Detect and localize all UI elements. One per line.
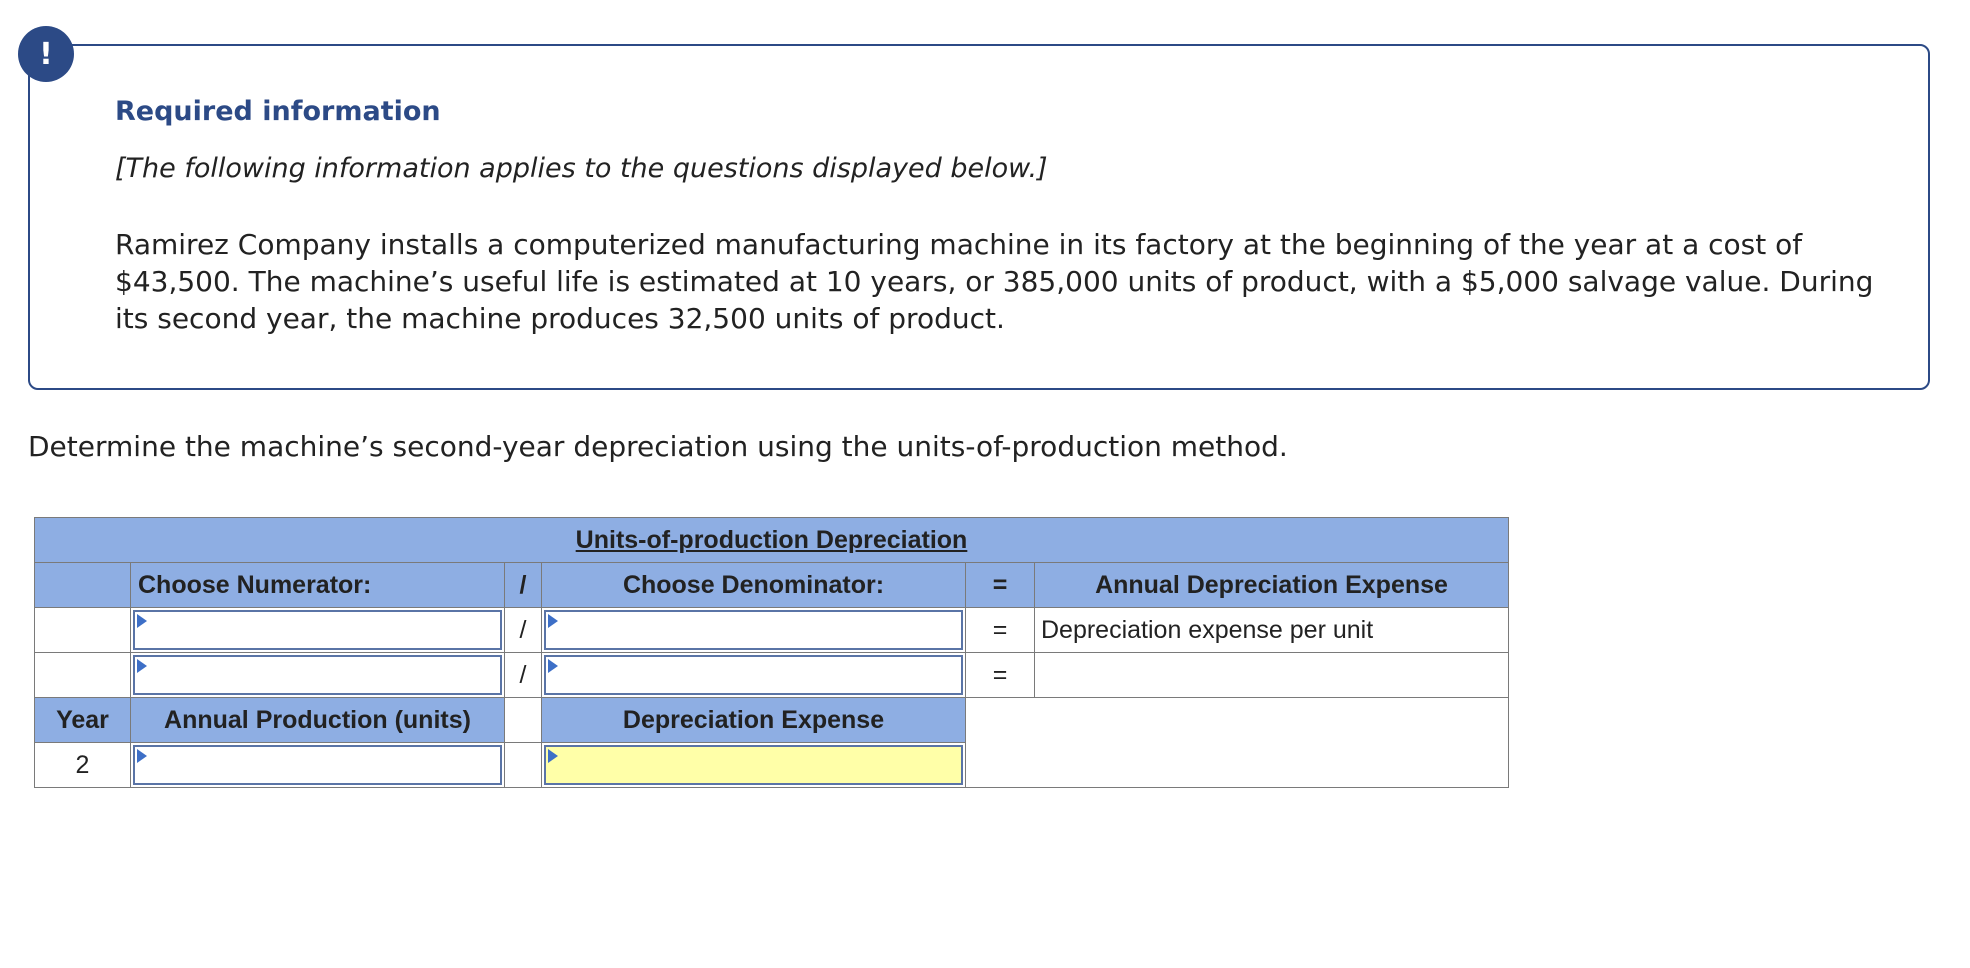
- units-of-production-worksheet: [34, 517, 1509, 788]
- row-label-cell: [35, 653, 131, 698]
- required-information-note: [The following information applies to the questions displayed below.]: [115, 153, 1048, 184]
- divide-header: /: [505, 563, 542, 608]
- equals-header: =: [966, 563, 1035, 608]
- year-value: 2: [35, 743, 131, 788]
- spacer-cell: [505, 743, 542, 788]
- formula-row: [35, 653, 1509, 698]
- dropdown-flag-icon: [548, 659, 558, 673]
- alert-icon: !: [18, 26, 74, 82]
- spacer-cell: [505, 698, 542, 743]
- dropdown-flag-icon: [137, 614, 147, 628]
- annual-production-input-cell: [131, 743, 505, 788]
- required-information-title: Required information: [115, 96, 441, 127]
- numerator-dropdown-cell: [131, 608, 505, 653]
- empty-area: [966, 698, 1509, 788]
- result-value: [1035, 653, 1509, 698]
- denominator-header: Choose Denominator:: [542, 563, 966, 608]
- denominator-dropdown[interactable]: [544, 610, 963, 650]
- question-prompt: Determine the machine’s second-year depreciation using the units-of-production method.: [28, 430, 1288, 463]
- result-label: Depreciation expense per unit: [1035, 608, 1509, 653]
- annual-production-input[interactable]: [133, 745, 502, 785]
- worksheet-title-text: Units-of-production Depreciation: [575, 525, 968, 554]
- row-label-cell: [35, 608, 131, 653]
- denominator-input[interactable]: [544, 655, 963, 695]
- equals-symbol: =: [966, 608, 1035, 653]
- numerator-dropdown[interactable]: [133, 610, 502, 650]
- dropdown-flag-icon: [548, 749, 558, 763]
- problem-statement: Ramirez Company installs a computerized manufacturing machine in its factory at the beginning of the year at a cost of $43,500. The machine’s useful life is estimated at 10 years, or 385,000 units of product, with a $5,000 salvage value. During its second year, the machine produces 32,500 units of product.: [115, 228, 1874, 335]
- depreciation-expense-header: Depreciation Expense: [542, 698, 966, 743]
- worksheet-title: [35, 518, 1509, 563]
- dropdown-flag-icon: [137, 749, 147, 763]
- equals-symbol: =: [966, 653, 1035, 698]
- year-header: Year: [35, 698, 131, 743]
- denominator-dropdown-cell: [542, 608, 966, 653]
- depreciation-expense-input-cell: [542, 743, 966, 788]
- numerator-header: Choose Numerator:: [131, 563, 505, 608]
- annual-production-header: Annual Production (units): [131, 698, 505, 743]
- result-header: Annual Depreciation Expense: [1035, 563, 1509, 608]
- dropdown-flag-icon: [137, 659, 147, 673]
- numerator-input-cell: [131, 653, 505, 698]
- numerator-input[interactable]: [133, 655, 502, 695]
- divide-symbol: /: [505, 608, 542, 653]
- denominator-input-cell: [542, 653, 966, 698]
- formula-row: [35, 608, 1509, 653]
- header-spacer: [35, 563, 131, 608]
- divide-symbol: /: [505, 653, 542, 698]
- dropdown-flag-icon: [548, 614, 558, 628]
- depreciation-expense-input[interactable]: [544, 745, 963, 785]
